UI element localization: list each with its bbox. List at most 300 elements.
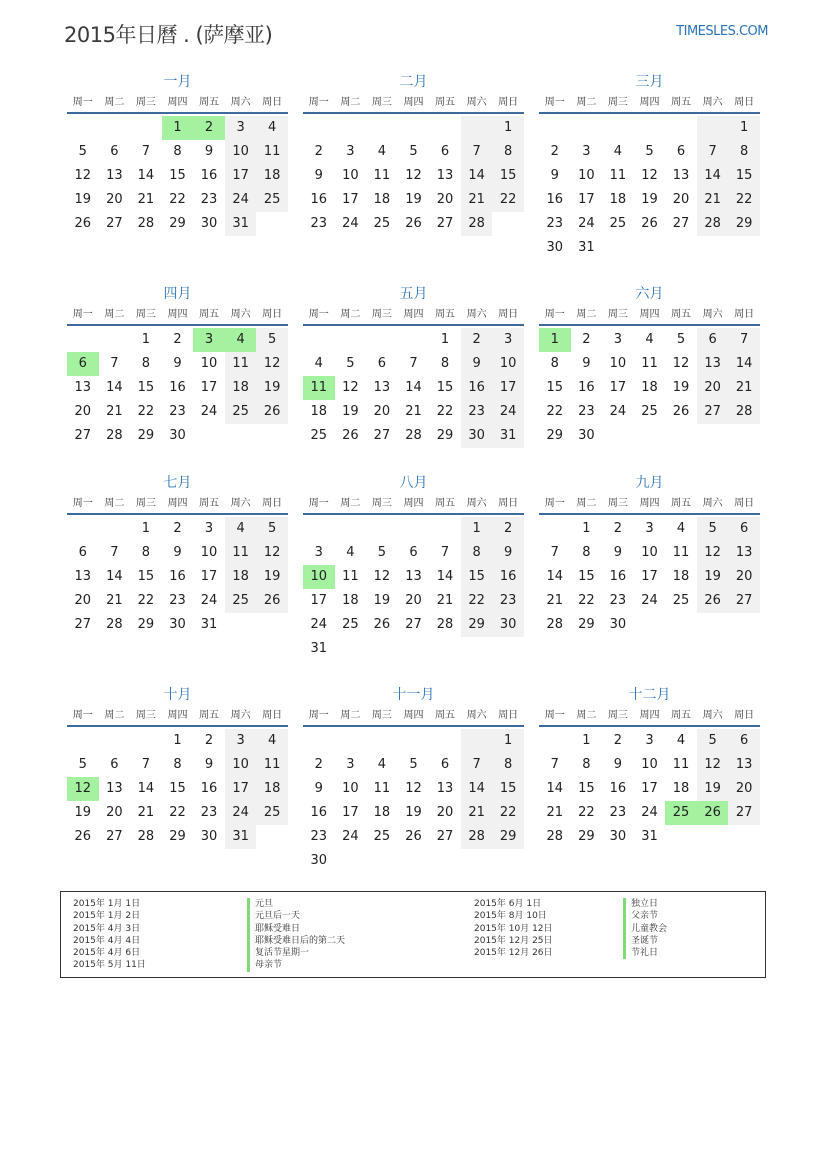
weekday-header (303, 306, 524, 326)
day-cell: 18 (609, 192, 627, 207)
day-cell: 16 (609, 569, 627, 584)
day-cell: 3 (314, 545, 323, 560)
day-cell: 16 (169, 569, 186, 584)
holiday-name: 母亲节 (255, 960, 283, 971)
day-cell: 11 (373, 781, 391, 796)
day-cell: 27 (436, 829, 454, 844)
day-cell: 15 (137, 380, 155, 395)
holiday-date: 2015年 1月 1日 (73, 899, 141, 909)
day-cell: 27 (74, 428, 92, 443)
day-cell: 25 (609, 216, 627, 231)
day-cell: 17 (310, 593, 328, 608)
weekday-header (539, 306, 760, 326)
day-cell: 22 (578, 593, 595, 608)
day-grid (539, 729, 760, 849)
empty-cell (697, 236, 729, 260)
day-cell: 13 (697, 352, 729, 376)
day-cell: 19 (697, 777, 729, 801)
day-cell: 9 (314, 168, 323, 183)
weekday-label: 周二 (340, 309, 361, 320)
empty-cell (67, 729, 99, 753)
weekday-header (539, 94, 760, 114)
month-block (67, 73, 288, 236)
holiday-legend (60, 891, 766, 978)
weekday-label: 周日 (734, 309, 755, 320)
month-block (303, 285, 524, 448)
day-cell: 3 (346, 757, 355, 772)
month-title: 十一月 (392, 687, 435, 703)
day-cell: 7 (697, 140, 729, 164)
day-cell: 4 (346, 545, 355, 560)
day-cell: 26 (256, 400, 288, 424)
day-cell: 24 (225, 801, 257, 825)
weekday-label: 周五 (199, 498, 220, 509)
day-cell: 21 (697, 188, 729, 212)
day-cell: 20 (405, 593, 422, 608)
day-cell: 4 (256, 729, 288, 753)
day-cell: 13 (436, 781, 454, 796)
weekday-label: 周一 (308, 97, 329, 108)
empty-cell (697, 116, 729, 140)
day-cell: 7 (550, 757, 559, 772)
empty-cell (256, 825, 288, 849)
day-cell: 15 (137, 569, 155, 584)
day-cell: 12 (641, 168, 658, 183)
day-cell: 23 (609, 593, 627, 608)
day-cell: 19 (697, 565, 729, 589)
day-cell: 9 (173, 356, 182, 371)
day-cell: 31 (225, 825, 257, 849)
day-cell: 20 (74, 404, 92, 419)
day-cell: 19 (672, 380, 690, 395)
day-cell: 1 (141, 332, 151, 347)
day-cell: 24 (641, 805, 658, 820)
day-cell: 26 (256, 589, 288, 613)
day-cell: 28 (461, 212, 493, 236)
day-cell: 8 (440, 356, 450, 371)
day-cell: 23 (169, 593, 186, 608)
day-cell: 29 (492, 825, 524, 849)
weekday-label: 周日 (734, 710, 755, 721)
day-cell: 23 (546, 216, 564, 231)
day-cell: 13 (728, 541, 760, 565)
day-cell: 26 (697, 801, 729, 825)
weekday-label: 周六 (702, 97, 723, 108)
day-cell: 6 (67, 352, 99, 376)
weekday-header (67, 94, 288, 114)
day-cell: 2 (173, 521, 182, 536)
day-cell: 3 (225, 729, 257, 753)
weekday-label: 周四 (639, 710, 660, 721)
holiday-name: 元旦后一天 (255, 911, 301, 922)
day-cell: 29 (728, 212, 760, 236)
day-cell: 19 (373, 593, 391, 608)
day-cell: 20 (106, 192, 123, 207)
day-grid (67, 328, 288, 448)
weekday-header (67, 495, 288, 515)
day-cell: 8 (582, 545, 591, 560)
day-cell: 22 (492, 188, 524, 212)
day-cell: 27 (106, 216, 123, 231)
day-cell: 10 (492, 352, 524, 376)
day-cell: 18 (672, 781, 690, 796)
weekday-label: 周二 (104, 309, 125, 320)
weekday-label: 周五 (435, 710, 456, 721)
day-cell: 7 (461, 140, 493, 164)
month-block (539, 686, 760, 849)
empty-cell (492, 849, 524, 873)
day-cell: 29 (137, 428, 155, 443)
day-cell: 19 (641, 192, 658, 207)
day-cell: 1 (492, 729, 524, 753)
day-cell: 21 (106, 593, 123, 608)
day-cell: 9 (173, 545, 182, 560)
weekday-label: 周五 (671, 710, 692, 721)
day-cell: 4 (225, 328, 257, 352)
day-cell: 2 (204, 733, 214, 748)
day-cell: 10 (641, 545, 658, 560)
day-cell: 11 (225, 541, 257, 565)
holiday-dates-right (474, 898, 553, 959)
day-cell: 10 (200, 545, 218, 560)
day-cell: 23 (609, 805, 627, 820)
day-cell: 1 (461, 517, 493, 541)
day-cell: 1 (492, 116, 524, 140)
day-cell: 11 (373, 168, 391, 183)
day-cell: 27 (74, 617, 92, 632)
day-cell: 8 (173, 144, 182, 159)
weekday-header (67, 306, 288, 326)
day-cell: 8 (492, 140, 524, 164)
day-cell: 18 (256, 777, 288, 801)
day-cell: 31 (310, 641, 328, 656)
day-cell: 10 (342, 781, 359, 796)
weekday-label: 周二 (104, 498, 125, 509)
day-cell: 24 (609, 404, 627, 419)
day-cell: 14 (137, 168, 155, 183)
day-cell: 7 (110, 356, 119, 371)
weekday-label: 周四 (403, 710, 424, 721)
day-cell: 7 (141, 144, 151, 159)
month-title: 五月 (399, 286, 428, 302)
day-cell: 6 (728, 729, 760, 753)
weekday-label: 周日 (734, 97, 755, 108)
day-cell: 31 (492, 424, 524, 448)
day-cell: 4 (645, 332, 654, 347)
day-cell: 18 (256, 164, 288, 188)
holiday-name: 元旦 (255, 899, 274, 909)
month-title: 九月 (635, 475, 664, 491)
empty-cell (429, 116, 461, 140)
empty-cell (728, 236, 760, 260)
weekday-label: 周二 (104, 710, 125, 721)
month-block (67, 285, 288, 448)
day-cell: 20 (106, 805, 123, 820)
site-name[interactable]: TIMESLES.COM (676, 24, 768, 39)
month-title: 八月 (399, 475, 428, 491)
day-cell: 4 (377, 757, 387, 772)
day-cell: 7 (409, 356, 418, 371)
day-cell: 12 (256, 352, 288, 376)
day-cell: 6 (78, 545, 87, 560)
weekday-label: 周日 (498, 97, 519, 108)
day-cell: 25 (225, 589, 257, 613)
empty-cell (366, 637, 398, 661)
day-cell: 5 (346, 356, 355, 371)
month-title: 三月 (635, 74, 664, 90)
day-cell: 9 (582, 356, 591, 371)
day-cell: 24 (641, 593, 658, 608)
weekday-label: 周三 (607, 498, 628, 509)
day-cell: 7 (440, 545, 450, 560)
day-cell: 19 (342, 404, 359, 419)
day-cell: 27 (405, 617, 422, 632)
day-cell: 27 (728, 801, 760, 825)
day-cell: 29 (546, 428, 564, 443)
empty-cell (665, 236, 697, 260)
day-cell: 21 (106, 404, 123, 419)
weekday-label: 周五 (435, 498, 456, 509)
weekday-label: 周四 (403, 97, 424, 108)
day-cell: 3 (613, 332, 623, 347)
day-cell: 4 (256, 116, 288, 140)
day-cell: 25 (373, 216, 391, 231)
day-cell: 17 (609, 380, 627, 395)
day-cell: 28 (461, 825, 493, 849)
empty-cell (461, 849, 493, 873)
day-cell: 8 (582, 757, 591, 772)
day-cell: 26 (405, 829, 422, 844)
day-cell: 9 (314, 781, 323, 796)
day-cell: 24 (225, 188, 257, 212)
day-cell: 2 (314, 757, 323, 772)
holiday-name: 父亲节 (631, 911, 659, 922)
day-cell: 8 (461, 541, 493, 565)
weekday-label: 周三 (607, 309, 628, 320)
day-cell: 30 (492, 613, 524, 637)
day-cell: 17 (200, 380, 218, 395)
day-cell: 5 (409, 757, 418, 772)
day-cell: 16 (169, 380, 186, 395)
day-cell: 20 (436, 805, 454, 820)
weekday-label: 周二 (576, 309, 597, 320)
weekday-label: 周一 (72, 309, 93, 320)
holiday-name: 独立日 (631, 899, 659, 909)
weekday-label: 周二 (104, 97, 125, 108)
month-title: 七月 (163, 475, 192, 491)
day-cell: 26 (74, 829, 92, 844)
day-cell: 22 (546, 404, 564, 419)
day-cell: 14 (405, 380, 422, 395)
day-cell: 18 (310, 404, 328, 419)
weekday-label: 周五 (199, 309, 220, 320)
weekday-label: 周四 (167, 309, 188, 320)
day-cell: 8 (550, 356, 559, 371)
weekday-label: 周六 (702, 498, 723, 509)
empty-cell (665, 613, 697, 637)
day-cell: 13 (436, 168, 454, 183)
weekday-label: 周日 (262, 309, 283, 320)
day-cell: 21 (405, 404, 422, 419)
day-cell: 1 (440, 332, 450, 347)
day-cell: 14 (106, 380, 123, 395)
day-cell: 3 (204, 521, 214, 536)
day-cell: 22 (137, 404, 155, 419)
empty-cell (335, 116, 367, 140)
day-cell: 17 (492, 376, 524, 400)
weekday-header (303, 94, 524, 114)
day-cell: 24 (310, 617, 328, 632)
empty-cell (366, 328, 398, 352)
day-cell: 11 (641, 356, 658, 371)
empty-cell (398, 637, 430, 661)
empty-cell (256, 424, 288, 448)
day-cell: 16 (310, 805, 328, 820)
day-cell: 16 (492, 565, 524, 589)
empty-cell (303, 328, 335, 352)
day-cell: 21 (137, 192, 155, 207)
empty-cell (398, 849, 430, 873)
weekday-label: 周四 (403, 498, 424, 509)
month-title: 六月 (635, 286, 664, 302)
day-cell: 3 (645, 521, 654, 536)
day-cell: 22 (137, 593, 155, 608)
empty-cell (429, 517, 461, 541)
day-cell: 17 (641, 569, 658, 584)
day-grid (67, 729, 288, 849)
day-cell: 14 (546, 781, 564, 796)
day-cell: 30 (200, 829, 218, 844)
day-cell: 20 (74, 593, 92, 608)
day-cell: 11 (672, 545, 690, 560)
empty-cell (728, 825, 760, 849)
empty-cell (634, 424, 666, 448)
weekday-header (539, 495, 760, 515)
empty-cell (366, 729, 398, 753)
empty-cell (461, 116, 493, 140)
holiday-names-right (623, 898, 667, 959)
day-cell: 16 (310, 192, 328, 207)
day-cell: 26 (342, 428, 359, 443)
empty-cell (99, 328, 131, 352)
day-cell: 9 (550, 168, 559, 183)
day-cell: 3 (645, 733, 654, 748)
day-cell: 25 (342, 617, 359, 632)
day-cell: 3 (582, 144, 591, 159)
weekday-label: 周六 (466, 498, 487, 509)
day-cell: 12 (697, 541, 729, 565)
empty-cell (634, 613, 666, 637)
weekday-label: 周四 (167, 710, 188, 721)
day-cell: 2 (582, 332, 591, 347)
day-cell: 15 (169, 781, 186, 796)
weekday-label: 周三 (135, 309, 156, 320)
day-cell: 30 (609, 829, 627, 844)
day-cell: 25 (373, 829, 391, 844)
day-cell: 19 (74, 805, 92, 820)
weekday-label: 周六 (702, 309, 723, 320)
day-cell: 16 (200, 168, 218, 183)
day-cell: 25 (672, 593, 690, 608)
weekday-label: 周五 (671, 498, 692, 509)
day-cell: 10 (578, 168, 595, 183)
day-cell: 3 (225, 116, 257, 140)
empty-cell (67, 517, 99, 541)
day-grid (539, 116, 760, 260)
empty-cell (634, 116, 666, 140)
empty-cell (665, 825, 697, 849)
day-grid (67, 517, 288, 637)
day-cell: 11 (256, 140, 288, 164)
day-cell: 31 (578, 240, 595, 255)
holiday-date: 2015年 10月 12日 (474, 923, 553, 934)
day-cell: 11 (303, 376, 335, 400)
day-cell: 14 (106, 569, 123, 584)
empty-cell (697, 424, 729, 448)
day-cell: 22 (492, 801, 524, 825)
day-cell: 16 (578, 380, 595, 395)
holiday-dates-left (73, 898, 146, 972)
empty-cell (130, 729, 162, 753)
day-grid (303, 517, 524, 661)
day-cell: 23 (310, 216, 328, 231)
day-cell: 2 (613, 521, 623, 536)
weekday-label: 周一 (308, 710, 329, 721)
day-grid (539, 328, 760, 448)
day-cell: 27 (436, 216, 454, 231)
day-cell: 28 (405, 428, 422, 443)
weekday-label: 周一 (72, 710, 93, 721)
day-cell: 5 (697, 729, 729, 753)
weekday-label: 周三 (371, 498, 392, 509)
day-cell: 17 (641, 781, 658, 796)
holiday-date: 2015年 6月 1日 (474, 899, 542, 909)
month-block (303, 73, 524, 236)
weekday-label: 周五 (671, 309, 692, 320)
day-cell: 19 (256, 376, 288, 400)
day-cell: 31 (641, 829, 658, 844)
empty-cell (67, 328, 99, 352)
empty-cell (303, 517, 335, 541)
month-title: 一月 (163, 74, 192, 90)
empty-cell (193, 424, 225, 448)
day-cell: 21 (546, 805, 564, 820)
day-cell: 14 (728, 352, 760, 376)
month-title: 四月 (163, 286, 192, 302)
empty-cell (461, 729, 493, 753)
day-cell: 6 (697, 328, 729, 352)
day-grid (539, 517, 760, 637)
weekday-label: 周三 (607, 97, 628, 108)
day-cell: 17 (225, 777, 257, 801)
day-cell: 4 (613, 144, 623, 159)
day-cell: 25 (641, 404, 658, 419)
day-cell: 15 (546, 380, 564, 395)
day-cell: 12 (405, 168, 422, 183)
day-cell: 25 (256, 188, 288, 212)
empty-cell (571, 116, 603, 140)
day-cell: 18 (342, 593, 359, 608)
weekday-label: 周四 (639, 97, 660, 108)
day-cell: 24 (342, 216, 359, 231)
empty-cell (366, 116, 398, 140)
day-cell: 27 (672, 216, 690, 231)
month-block (539, 285, 760, 448)
day-cell: 30 (461, 424, 493, 448)
weekday-label: 周六 (230, 97, 251, 108)
month-title: 十二月 (628, 687, 671, 703)
day-cell: 7 (110, 545, 119, 560)
